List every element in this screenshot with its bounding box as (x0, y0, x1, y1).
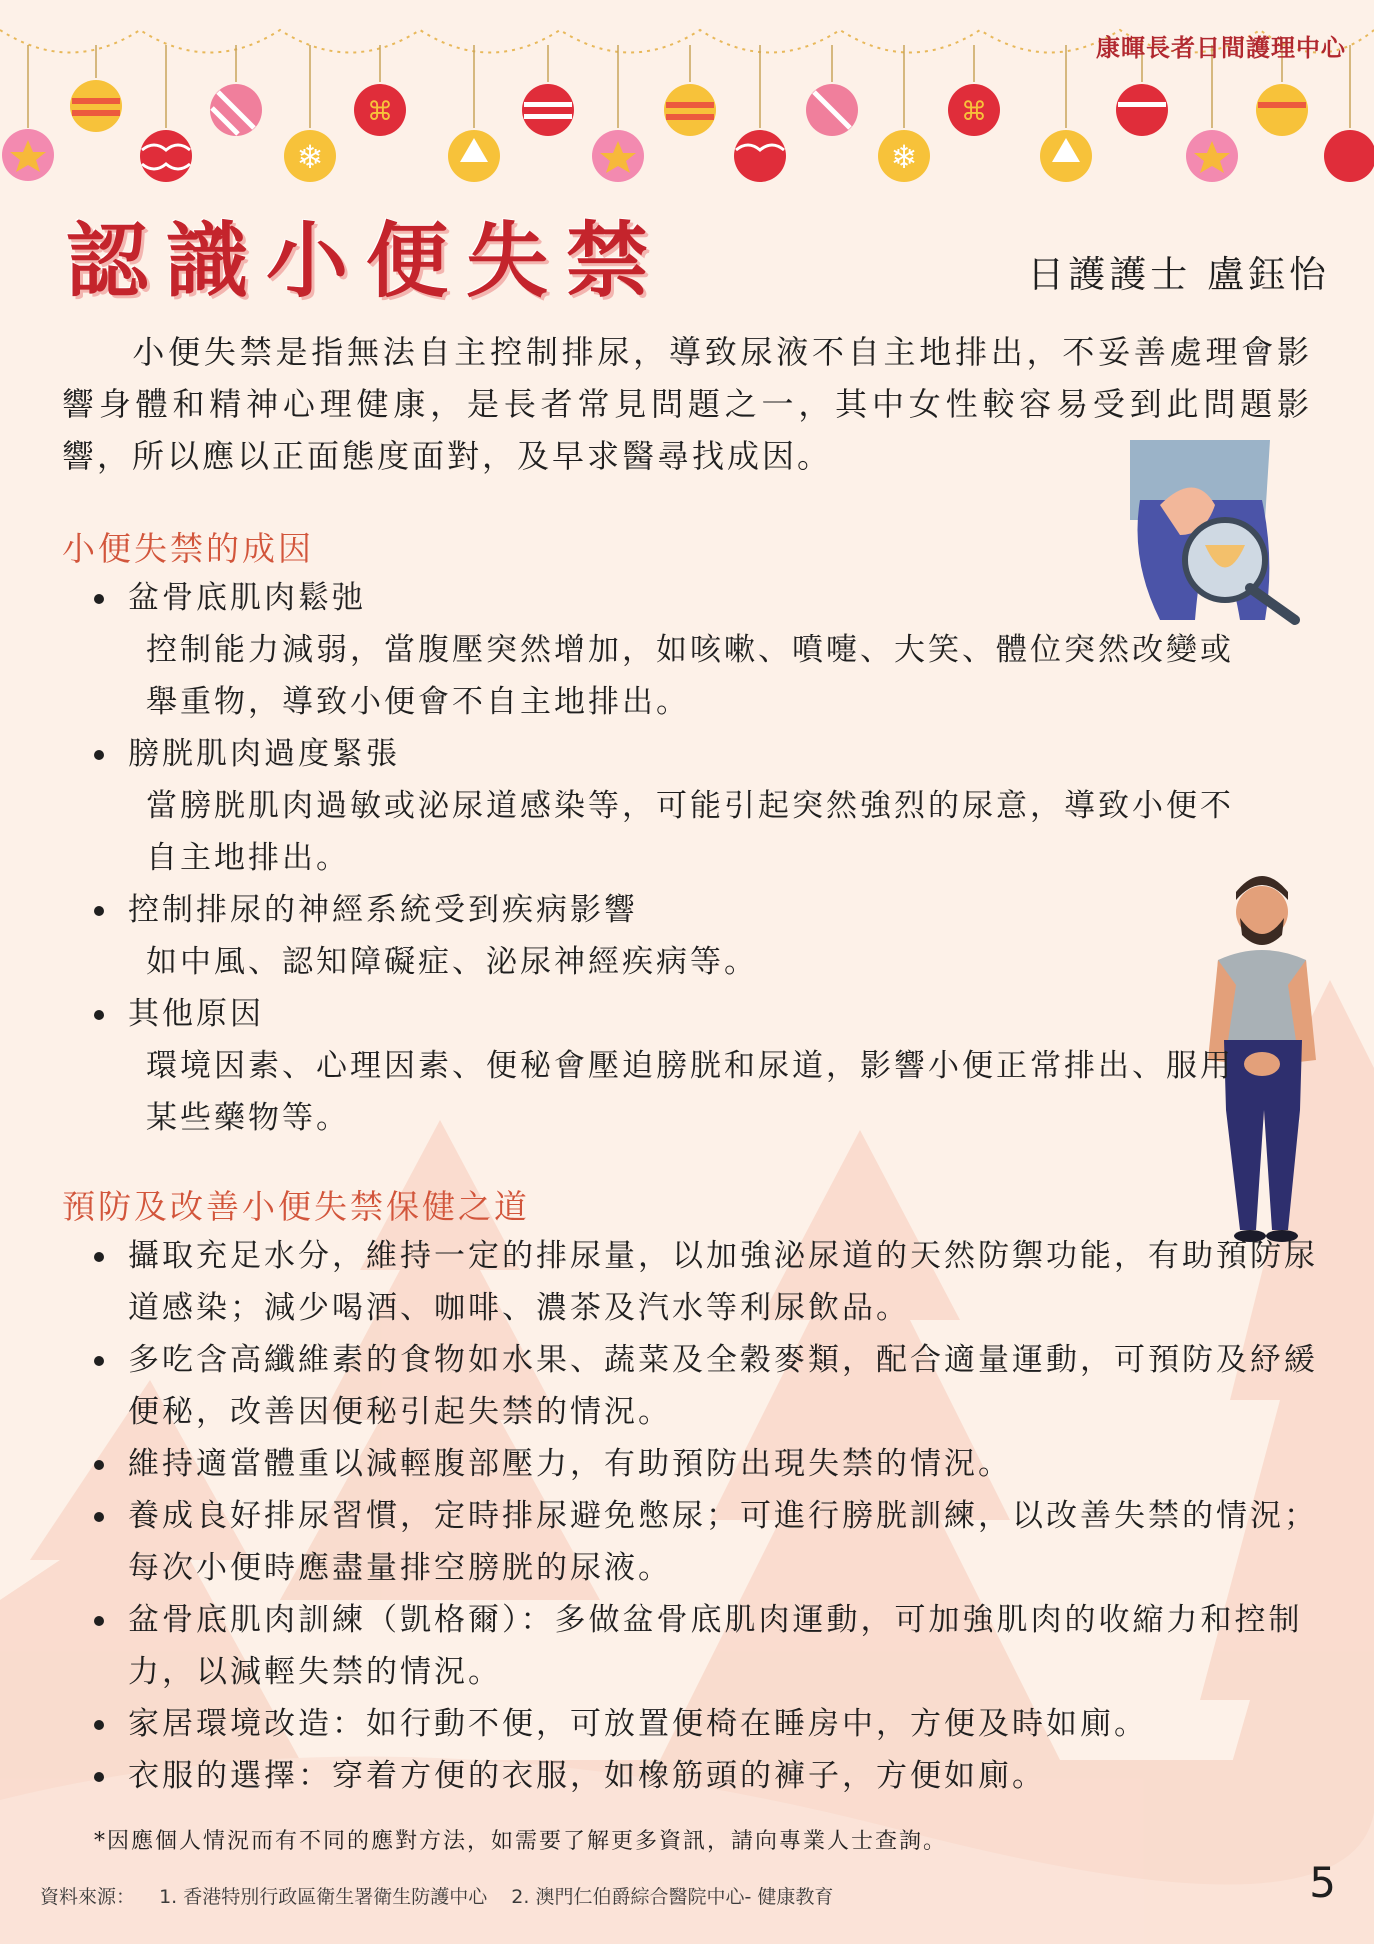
source-references (40, 1882, 851, 1909)
bullet-icon (94, 1616, 104, 1626)
ornament-pink-striped-icon (210, 45, 262, 136)
svg-text:❄: ❄ (890, 138, 918, 176)
cause-heading: 盆骨底肌肉鬆弛 (128, 580, 366, 616)
list-item (62, 1750, 1322, 1802)
list-item (62, 1698, 1322, 1750)
ornament-red-pattern-3-icon (1324, 45, 1374, 182)
cause-description: 如中風、認知障礙症、泌尿神經疾病等。 (146, 944, 758, 980)
page-number: 5 (1309, 1858, 1336, 1907)
list-item (62, 1594, 1322, 1698)
cause-heading: 控制排尿的神經系統受到疾病影響 (128, 892, 638, 928)
bullet-icon (94, 1252, 104, 1262)
cause-description: 控制能力減弱，當腹壓突然增加，如咳嗽、噴嚏、大笑、體位突然改變或舉重物，導致小便會不自主地排出。 (146, 632, 1234, 720)
ornament-star-pink-3-icon (1186, 45, 1238, 182)
svg-text:⌘: ⌘ (367, 97, 393, 127)
bullet-icon (94, 1460, 104, 1470)
ornament-star-pink-icon (2, 45, 54, 181)
bullet-icon (94, 1010, 104, 1020)
prevention-text: 養成良好排尿習慣，定時排尿避免憋尿；可進行膀胱訓練，以改善失禁的情況；每次小便時應盡量排空膀胱的尿液。 (128, 1498, 1318, 1586)
ornament-red-pattern-icon (140, 45, 192, 182)
ornament-red-bow-icon (354, 45, 406, 136)
footnote: *因應個人情況而有不同的應對方法，如需要了解更多資訊，請向專業人士查詢。 (94, 1829, 948, 1854)
list-item (62, 1490, 1322, 1594)
bullet-icon (94, 906, 104, 916)
ornament-tree-yellow-icon (448, 45, 500, 182)
svg-text:❄: ❄ (296, 138, 324, 176)
causes-list (62, 572, 1312, 1144)
bullet-icon (94, 1356, 104, 1366)
list-item (62, 988, 1312, 1144)
prevention-text: 攝取充足水分，維持一定的排尿量，以加強泌尿道的天然防禦功能，有助預防尿道感染；減少喝酒、咖啡、濃茶及汽水等利尿飲品。 (128, 1238, 1318, 1326)
bullet-icon (94, 1772, 104, 1782)
ornament-red-bow-2-icon (948, 45, 1000, 136)
list-item (62, 728, 1312, 884)
bullet-icon (94, 1512, 104, 1522)
causes-section-title: 小便失禁的成因 (62, 529, 314, 568)
ornament-tree-2-icon (1040, 45, 1092, 182)
prevention-text: 衣服的選擇：穿着方便的衣服，如橡筋頭的褲子，方便如廁。 (128, 1758, 1046, 1794)
list-item (62, 1334, 1322, 1438)
list-item (62, 1438, 1322, 1490)
bullet-icon (94, 750, 104, 760)
ornament-yellow-striped-2-icon (664, 45, 716, 136)
ornament-snowflake-yellow-icon (284, 45, 336, 182)
prevention-text: 多吃含高纖維素的食物如水果、蔬菜及全穀麥類，配合適量運動，可預防及紓緩便秘，改善因便秘引起失禁的情況。 (128, 1342, 1318, 1430)
list-item (62, 572, 1312, 728)
cause-heading: 膀胱肌肉過度緊張 (128, 736, 400, 772)
cause-description: 環境因素、心理因素、便秘會壓迫膀胱和尿道，影響小便正常排出、服用某些藥物等。 (146, 1048, 1234, 1136)
hanging-ornaments (2, 45, 1374, 182)
ornament-yellow-striped-icon (70, 45, 122, 132)
source-item: 1. 香港特別行政區衛生署衛生防護中心 (159, 1886, 488, 1908)
organization-name: 康暉長者日間護理中心 (1096, 34, 1346, 62)
list-item (62, 884, 1312, 988)
prevention-section-title: 預防及改善小便失禁保健之道 (62, 1187, 530, 1226)
ornament-snowflake-2-icon (878, 45, 930, 182)
source-label: 資料來源： (40, 1886, 136, 1908)
ornament-red-pattern-2-icon (734, 45, 786, 182)
page-title: 認識小便失禁 (66, 214, 667, 309)
prevention-list (62, 1230, 1322, 1802)
source-item: 2. 澳門仁伯爵綜合醫院中心- 健康教育 (511, 1886, 834, 1908)
prevention-text: 盆骨底肌肉訓練（凱格爾）：多做盆骨底肌肉運動，可加強肌肉的收縮力和控制力，以減輕失禁的情況。 (128, 1602, 1303, 1690)
cause-heading: 其他原因 (128, 996, 264, 1032)
ornament-star-pink-2-icon (592, 45, 644, 182)
prevention-text: 維持適當體重以減輕腹部壓力，有助預防出現失禁的情況。 (128, 1446, 1012, 1482)
bullet-icon (94, 1720, 104, 1730)
ornament-red-striped-icon (522, 45, 574, 136)
svg-text:⌘: ⌘ (961, 97, 987, 127)
list-item (62, 1230, 1322, 1334)
prevention-text: 家居環境改造：如行動不便，可放置便椅在睡房中，方便及時如廁。 (128, 1706, 1148, 1742)
bullet-icon (94, 594, 104, 604)
intro-paragraph: 小便失禁是指無法自主控制排尿，導致尿液不自主地排出，不妥善處理會影響身體和精神心理健康，是長者常見問題之一，其中女性較容易受到此問題影響，所以應以正面態度面對，及早求醫尋找成因。 (62, 333, 1312, 475)
ornament-pink-striped-2-icon (806, 45, 858, 136)
cause-description: 當膀胱肌肉過敏或泌尿道感染等，可能引起突然強烈的尿意，導致小便不自主地排出。 (146, 788, 1234, 876)
author-name: 日護護士 盧鈺怡 (1027, 253, 1330, 296)
